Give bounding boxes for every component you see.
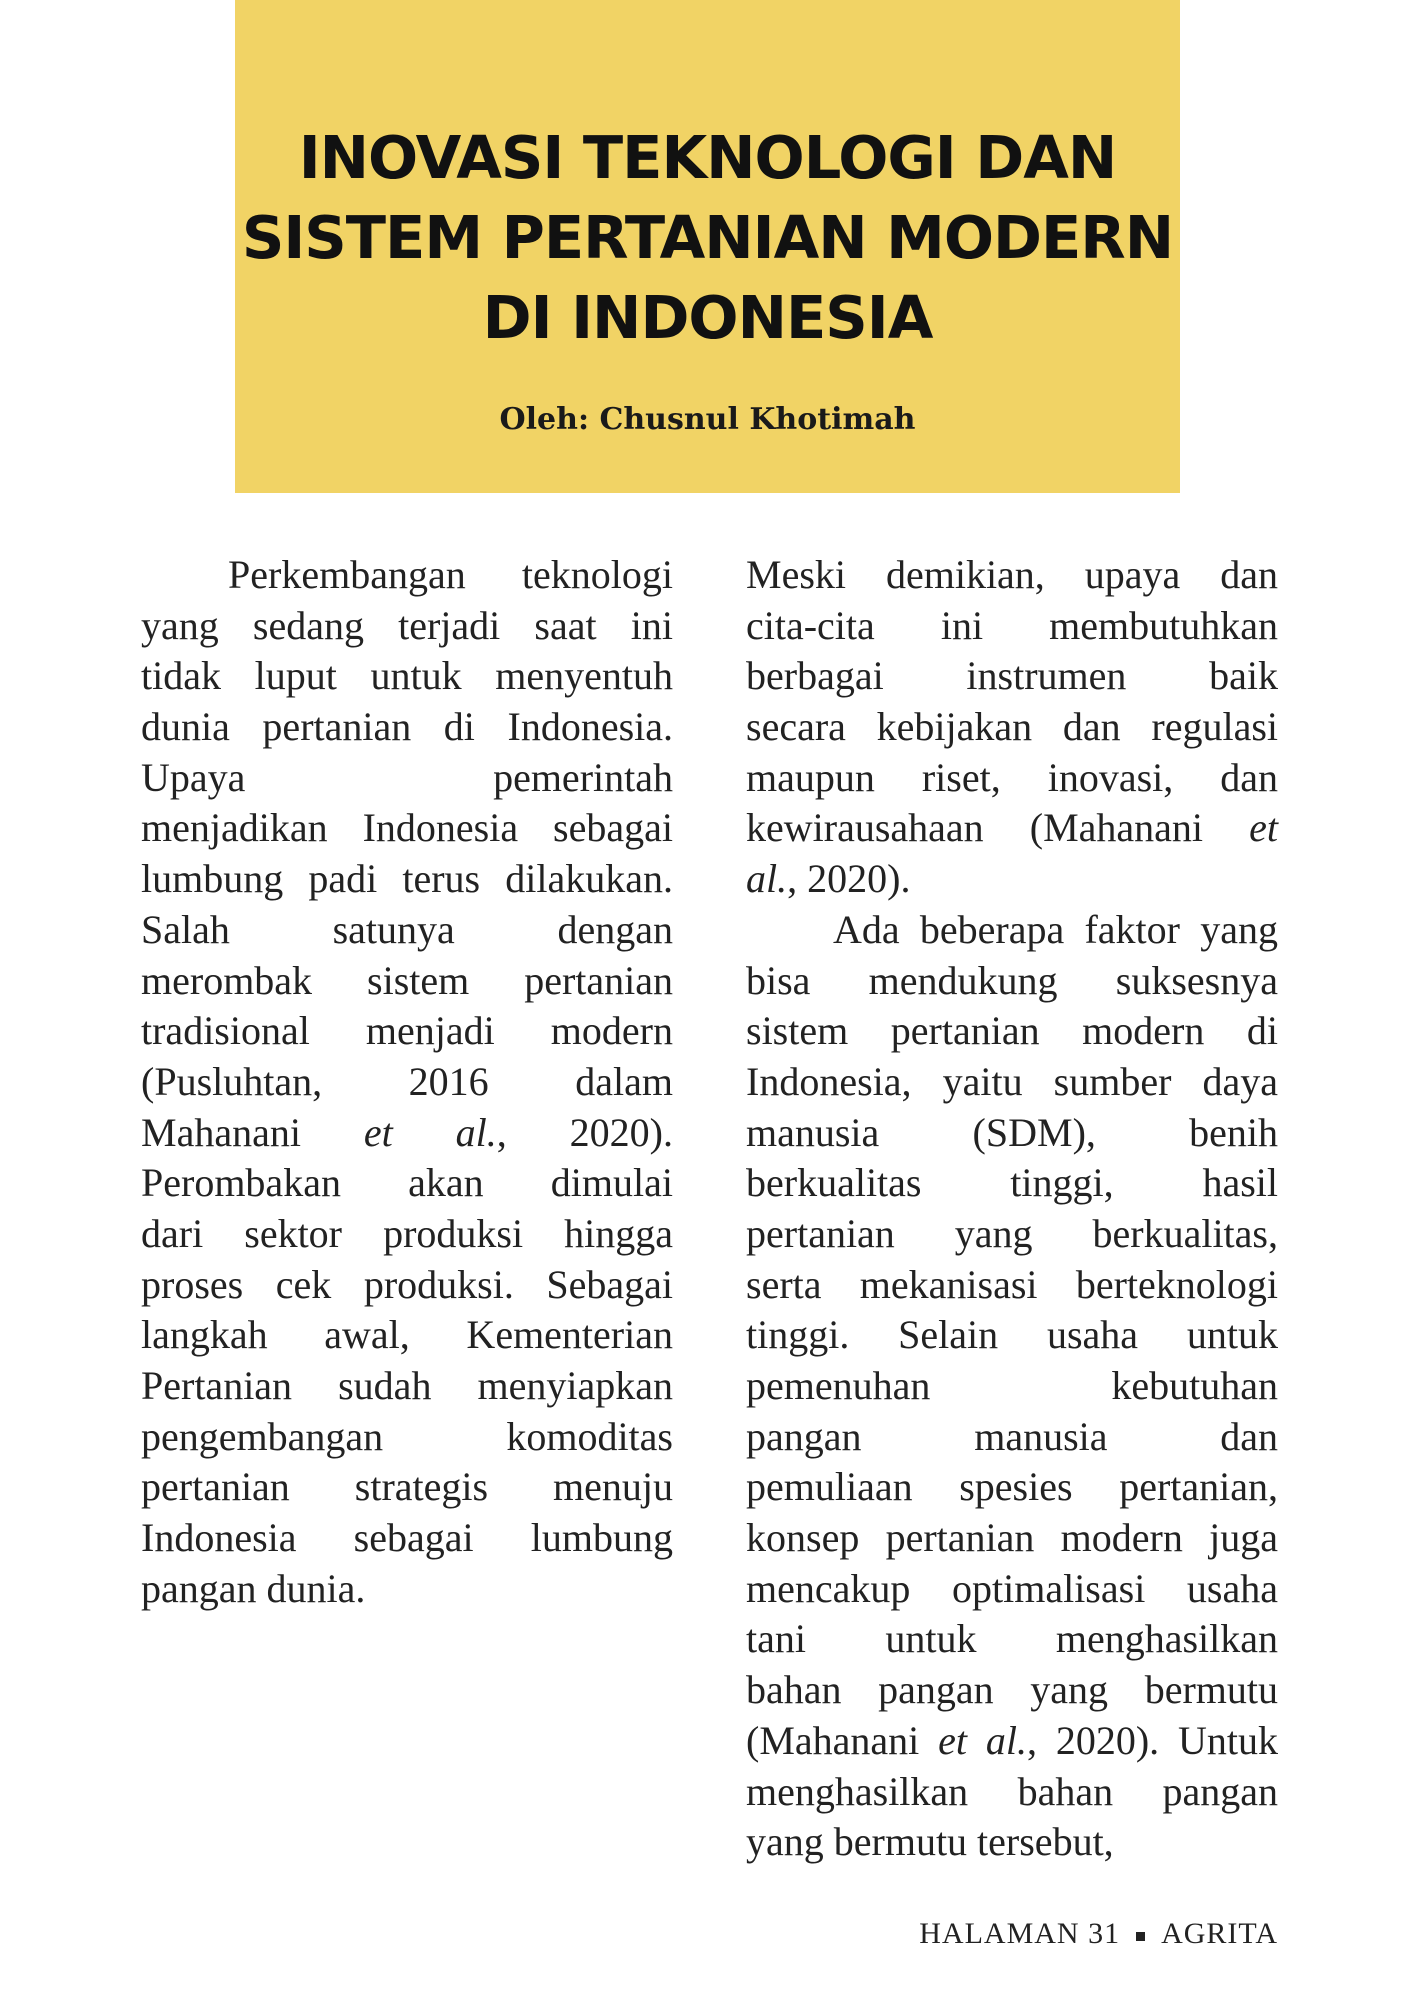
text-line: serta mekanisasi berteknologi bbox=[746, 1261, 1278, 1307]
text-line: Ada beberapa faktor yang bbox=[833, 906, 1278, 952]
text-line: sistem pertanian modern di bbox=[746, 1008, 1278, 1054]
text-line: (Mahanani et al., 2020). Untuk bbox=[746, 1717, 1278, 1763]
text-line: konsep pertanian modern juga bbox=[746, 1515, 1278, 1561]
title-banner bbox=[235, 0, 1180, 493]
page-number-label: HALAMAN 31 bbox=[919, 1917, 1121, 1950]
text-line: yang sedang terjadi saat ini bbox=[141, 602, 673, 648]
text-line: pangan dunia. bbox=[141, 1565, 366, 1611]
text-line: pertanian yang berkualitas, bbox=[746, 1210, 1278, 1256]
text-line: pemuliaan spesies pertanian, bbox=[746, 1464, 1278, 1510]
article-column-left bbox=[141, 550, 673, 1614]
bullet-separator-icon bbox=[1136, 1932, 1145, 1941]
text-line: pemenuhan kebutuhan bbox=[746, 1363, 1278, 1408]
text-line: merombak sistem pertanian bbox=[141, 957, 673, 1003]
paragraph bbox=[746, 550, 1278, 905]
paragraph bbox=[746, 905, 1278, 1868]
text-line: Indonesia, yaitu sumber daya bbox=[746, 1058, 1278, 1104]
text-line: pangan manusia dan bbox=[746, 1413, 1278, 1459]
text-line: bisa mendukung suksesnya bbox=[746, 957, 1278, 1003]
text-line: berkualitas tinggi, hasil bbox=[746, 1160, 1278, 1206]
page-footer bbox=[919, 1916, 1278, 1952]
text-line: langkah awal, Kementerian bbox=[141, 1312, 673, 1358]
text-line: proses cek produksi. Sebagai bbox=[141, 1261, 673, 1307]
text-line: Indonesia sebagai lumbung bbox=[141, 1515, 673, 1561]
text-line: berbagai instrumen baik bbox=[746, 653, 1278, 699]
text-line: pengembangan komoditas bbox=[141, 1413, 673, 1459]
publication-name: AGRITA bbox=[1161, 1917, 1278, 1950]
text-line: Perombakan akan dimulai bbox=[141, 1160, 673, 1206]
text-line: manusia (SDM), benih bbox=[746, 1109, 1278, 1155]
author-byline: Oleh: Chusnul Khotimah bbox=[499, 402, 916, 437]
text-line: lumbung padi terus dilakukan. bbox=[141, 856, 673, 902]
text-line: dari sektor produksi hingga bbox=[141, 1210, 673, 1256]
title-line: DI INDONESIA bbox=[482, 283, 933, 352]
text-line: yang bermutu tersebut, bbox=[746, 1819, 1114, 1865]
text-line: cita-cita ini membutuhkan bbox=[746, 602, 1278, 648]
text-line: Pertanian sudah menyiapkan bbox=[141, 1363, 673, 1408]
text-line: (Pusluhtan, 2016 dalam bbox=[141, 1058, 673, 1104]
text-line: al., 2020). bbox=[746, 856, 911, 902]
text-line: secara kebijakan dan regulasi bbox=[746, 704, 1278, 750]
text-line: maupun riset, inovasi, dan bbox=[746, 754, 1278, 800]
text-line: menjadikan Indonesia sebagai bbox=[141, 805, 673, 851]
text-line: mencakup optimalisasi usaha bbox=[746, 1565, 1278, 1611]
text-line: Salah satunya dengan bbox=[141, 906, 673, 952]
text-line: kewirausahaan (Mahanani et bbox=[746, 805, 1278, 851]
text-line: pertanian strategis menuju bbox=[141, 1464, 673, 1510]
text-line: bahan pangan yang bermutu bbox=[746, 1667, 1278, 1713]
text-line: Perkembangan teknologi bbox=[228, 552, 673, 597]
paragraph bbox=[141, 550, 673, 1614]
article-title bbox=[235, 118, 1180, 358]
text-line: tinggi. Selain usaha untuk bbox=[746, 1312, 1278, 1358]
text-line: Upaya pemerintah bbox=[141, 754, 673, 800]
text-line: Meski demikian, upaya dan bbox=[746, 552, 1278, 597]
title-line: INOVASI TEKNOLOGI DAN bbox=[298, 123, 1117, 192]
article-column-right bbox=[746, 550, 1278, 1868]
title-line: SISTEM PERTANIAN MODERN bbox=[241, 203, 1174, 272]
text-line: Mahanani et al., 2020). bbox=[141, 1109, 673, 1155]
text-line: dunia pertanian di Indonesia. bbox=[141, 704, 673, 750]
text-line: menghasilkan bahan pangan bbox=[746, 1768, 1278, 1814]
text-line: tradisional menjadi modern bbox=[141, 1008, 673, 1054]
text-line: tidak luput untuk menyentuh bbox=[141, 653, 673, 699]
text-line: tani untuk menghasilkan bbox=[746, 1616, 1278, 1662]
